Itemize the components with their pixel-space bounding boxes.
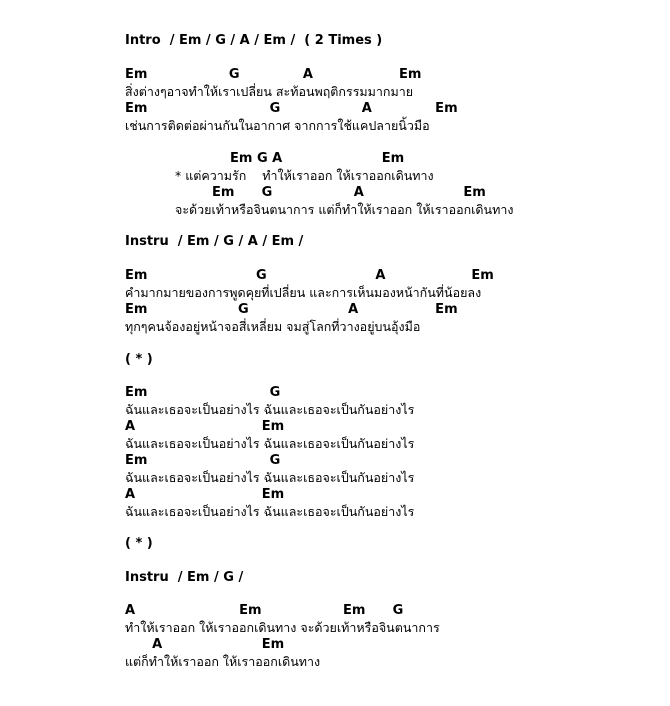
lyric-line: แต่ก็ทำให้เราออก ให้เราออกเดินทาง (125, 654, 321, 669)
lyric-line: ฉันและเธอจะเป็นอย่างไร ฉันและเธอจะเป็นกันอย่างไร (125, 470, 415, 485)
chord-line: A Em (125, 419, 285, 434)
instru-line: Instru / Em / G / (125, 570, 244, 585)
chord-line: Em G (125, 385, 281, 400)
lyric-line: เช่นการติดต่อผ่านกันในอากาศ จากการใช้แคปลายนิ้วมือ (125, 118, 430, 133)
chord-line: Em G A Em (125, 268, 494, 283)
chord-line: A Em (125, 487, 285, 502)
lyric-line: จะด้วยเท้าหรือจินตนาการ แต่ก็ทำให้เราออก ให้เราออกเดินทาง (175, 202, 514, 217)
chord-line: Em G A Em (212, 185, 486, 200)
instru-line: Instru / Em / G / A / Em / (125, 234, 304, 249)
chord-line: Em G A Em (125, 67, 422, 82)
chord-line: Em G A Em (230, 151, 405, 166)
chorus-repeat-marker: ( * ) (125, 352, 153, 367)
chorus-repeat-marker: ( * ) (125, 536, 153, 551)
lyric-line: * แต่ความรัก ทำให้เราออก ให้เราออกเดินทาง (175, 168, 434, 183)
lyric-line: คำมากมายของการพูดคุยที่เปลี่ยน และการเห็นมองหน้ากันที่น้อยลง (125, 285, 482, 300)
chord-line: A Em (125, 637, 285, 652)
lyric-line: ทำให้เราออก ให้เราออกเดินทาง จะด้วยเท้าหรือจินตนาการ (125, 620, 440, 635)
lyric-line: ฉันและเธอจะเป็นอย่างไร ฉันและเธอจะเป็นกันอย่างไร (125, 436, 415, 451)
lyric-line: ฉันและเธอจะเป็นอย่างไร ฉันและเธอจะเป็นกันอย่างไร (125, 402, 415, 417)
chord-line: Em G A Em (125, 302, 458, 317)
chord-line: Em G A Em (125, 101, 458, 116)
chord-line: Em G (125, 453, 281, 468)
chord-line: A Em Em G (125, 603, 404, 618)
intro-line: Intro / Em / G / A / Em / ( 2 Times ) (125, 33, 383, 48)
lyric-line: ทุกๆคนจ้องอยู่หน้าจอสี่เหลี่ยม จมสู่โลกที่วางอยู่บนอุ้งมือ (125, 319, 421, 334)
lyric-line: ฉันและเธอจะเป็นอย่างไร ฉันและเธอจะเป็นกันอย่างไร (125, 504, 415, 519)
lyric-line: สิ่งต่างๆอาจทำให้เราเปลี่ยน สะท้อนพฤติกรรมมากมาย (125, 84, 414, 99)
